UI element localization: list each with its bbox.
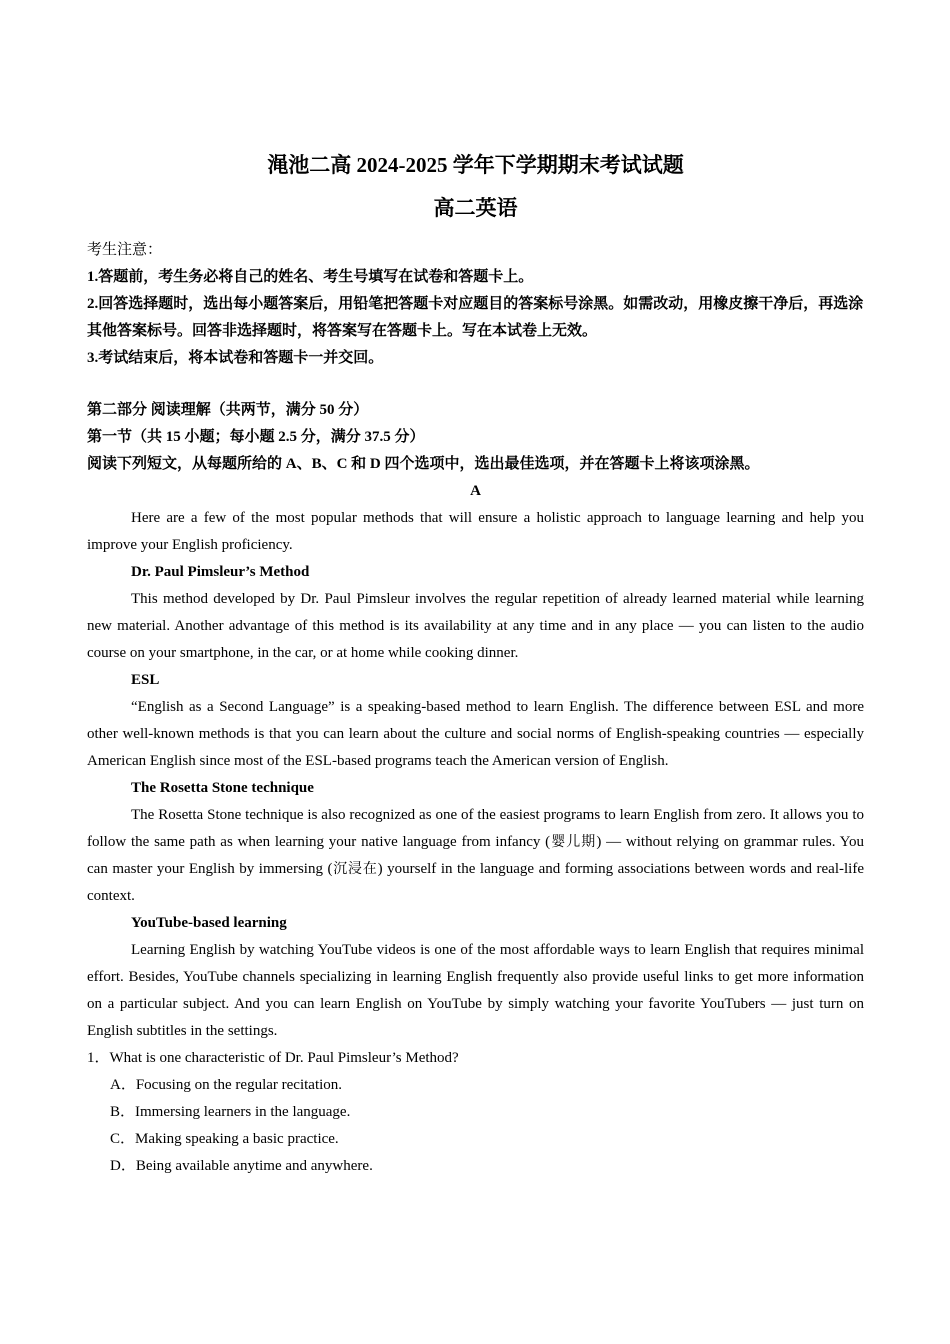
notice-heading: 考生注意：: [87, 242, 163, 258]
method-heading-youtube: YouTube-based learning: [131, 915, 287, 931]
exam-subject: 高二英语: [433, 196, 518, 220]
rosetta-text-part-3: ) yourself in the language and forming associations between words and real-life context.: [87, 861, 864, 904]
method-text-youtube: Learning English by watching YouTube videos is one of the most affordable ways to learn English that requires minimal effort. Besides, YouTube channels specializing in learning English frequently also provide useful links to get more information on a particular subject. And you can learn English on YouTube by simply watching your favorite YouTubers — just turn on English subtitles in the settings.: [87, 942, 864, 1039]
notice-item-2: 2.回答选择题时，选出每小题答案后，用铅笔把答题卡对应题目的答案标号涂黑。如需改动，用橡皮擦干净后，再选涂其他答案标号。回答非选择题时，将答案写在答题卡上。写在本试卷上无效。: [87, 296, 864, 339]
question-1-stem: 1．What is one characteristic of Dr. Paul Pimsleur’s Method?: [87, 1050, 459, 1066]
section-instruction: 阅读下列短文，从每题所给的 A、B、C 和 D 四个选项中，选出最佳选项，并在答题卡上将该项涂黑。: [87, 456, 760, 472]
method-text-rosetta: [87, 802, 864, 910]
candidate-notice: [87, 237, 864, 372]
gloss-infancy: 婴儿期: [550, 834, 597, 850]
question-1-option-b: B．Immersing learners in the language.: [110, 1104, 351, 1120]
method-heading-esl: ESL: [131, 672, 160, 688]
exam-title: 渑池二高 2024-2025 学年下学期期末考试试题: [267, 153, 684, 177]
notice-item-3: 3.考试结束后，将本试卷和答题卡一并交回。: [87, 350, 384, 366]
passage-label: A: [470, 483, 481, 499]
question-1-option-d: D．Being available anytime and anywhere.: [110, 1158, 373, 1174]
question-1-option-c: C．Making speaking a basic practice.: [110, 1131, 339, 1147]
part-title: 第二部分 阅读理解（共两节，满分 50 分）: [87, 402, 369, 418]
subsection-title: 第一节（共 15 小题；每小题 2.5 分，满分 37.5 分）: [87, 429, 425, 445]
method-text-esl: “English as a Second Language” is a speaking-based method to learn English. The difference between ESL and more other well-known methods is that you can learn about the culture and social norms of English-speaking countries — especially American English since most of the ESL-based programs teach the American version of English.: [87, 699, 864, 769]
rosetta-text-part-2: ) — without relying on grammar rules. You can master your English by immersing (: [87, 834, 865, 877]
rosetta-text-part-1: The Rosetta Stone technique is also recognized as one of the easiest programs to learn English from zero. It allows you to follow the same path as when learning your native language from infancy (: [87, 807, 864, 850]
method-heading-rosetta: The Rosetta Stone technique: [131, 780, 314, 796]
question-1-option-a: A．Focusing on the regular recitation.: [110, 1077, 343, 1093]
exam-page: [87, 148, 864, 1180]
passage-intro: Here are a few of the most popular methods that will ensure a holistic approach to language learning and help you improve your English proficiency.: [87, 510, 864, 553]
notice-item-1: 1.答题前，考生务必将自己的姓名、考生号填写在试卷和答题卡上。: [87, 269, 534, 285]
section-header: [87, 397, 864, 478]
method-heading-pimsleur: Dr. Paul Pimsleur’s Method: [131, 564, 310, 580]
gloss-immersing: 沉浸在: [332, 861, 378, 877]
method-text-pimsleur: This method developed by Dr. Paul Pimsleur involves the regular repetition of already learned material while learning new material. Another advantage of this method is its availability at any time and in any place — you can listen to the audio course on your smartphone, in the car, or at home while cooking dinner.: [87, 591, 864, 661]
